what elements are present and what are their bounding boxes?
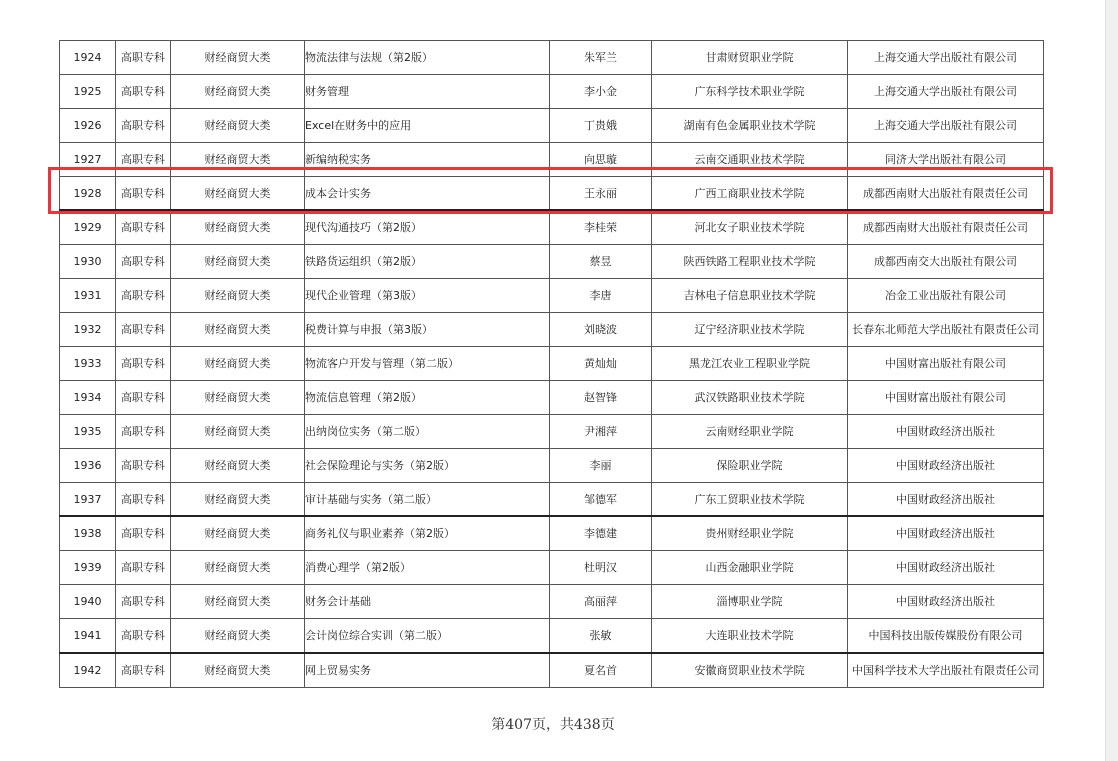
- publisher-name: 同济大学出版社有限公司: [848, 142, 1044, 176]
- author-name: 张敏: [550, 619, 652, 653]
- publisher-name: 中国科学技术大学出版社有限责任公司: [848, 653, 1044, 687]
- book-title: 会计岗位综合实训（第二版）: [305, 619, 550, 653]
- school-name: 辽宁经济职业技术学院: [652, 313, 848, 347]
- book-title: 网上贸易实务: [305, 653, 550, 687]
- publisher-name: 成都西南交大出版社有限公司: [848, 245, 1044, 279]
- row-number: 1933: [60, 347, 116, 381]
- school-name: 淄博职业学院: [652, 585, 848, 619]
- page-footer: 第407页，共438页: [491, 717, 615, 733]
- table-row: [60, 313, 1044, 347]
- subject-category: 财经商贸大类: [171, 210, 305, 244]
- book-title: 财务会计基础: [305, 585, 550, 619]
- page-edge: [1105, 0, 1118, 761]
- publisher-name: 上海交通大学出版社有限公司: [848, 41, 1044, 75]
- subject-category: 财经商贸大类: [171, 448, 305, 482]
- education-level: 高职专科: [116, 380, 171, 414]
- book-title: 现代企业管理（第3版）: [305, 279, 550, 313]
- author-name: 蔡昱: [550, 245, 652, 279]
- school-name: 大连职业技术学院: [652, 619, 848, 653]
- education-level: 高职专科: [116, 585, 171, 619]
- subject-category: 财经商贸大类: [171, 380, 305, 414]
- publisher-name: 中国财富出版社有限公司: [848, 380, 1044, 414]
- education-level: 高职专科: [116, 619, 171, 653]
- author-name: 黄灿灿: [550, 347, 652, 381]
- book-title: 审计基础与实务（第二版）: [305, 482, 550, 516]
- author-name: 王永丽: [550, 176, 652, 210]
- author-name: 李丽: [550, 448, 652, 482]
- row-number: 1924: [60, 41, 116, 75]
- publisher-name: 成都西南财大出版社有限责任公司: [848, 210, 1044, 244]
- education-level: 高职专科: [116, 245, 171, 279]
- book-title: 消费心理学（第2版）: [305, 551, 550, 585]
- row-number: 1928: [60, 176, 116, 210]
- publisher-name: 中国财政经济出版社: [848, 585, 1044, 619]
- education-level: 高职专科: [116, 516, 171, 550]
- subject-category: 财经商贸大类: [171, 482, 305, 516]
- author-name: 李桂荣: [550, 210, 652, 244]
- school-name: 贵州财经职业学院: [652, 516, 848, 550]
- author-name: 向思璇: [550, 142, 652, 176]
- publisher-name: 中国财政经济出版社: [848, 516, 1044, 550]
- author-name: 刘晓波: [550, 313, 652, 347]
- author-name: 杜明汉: [550, 551, 652, 585]
- publisher-name: 成都西南财大出版社有限责任公司: [848, 176, 1044, 210]
- row-number: 1942: [60, 653, 116, 687]
- education-level: 高职专科: [116, 448, 171, 482]
- row-number: 1939: [60, 551, 116, 585]
- education-level: 高职专科: [116, 142, 171, 176]
- school-name: 广东科学技术职业学院: [652, 74, 848, 108]
- education-level: 高职专科: [116, 414, 171, 448]
- author-name: 李小金: [550, 74, 652, 108]
- education-level: 高职专科: [116, 279, 171, 313]
- education-level: 高职专科: [116, 108, 171, 142]
- publisher-name: 中国财政经济出版社: [848, 448, 1044, 482]
- author-name: 尹湘萍: [550, 414, 652, 448]
- school-name: 黑龙江农业工程职业学院: [652, 347, 848, 381]
- table-row: [60, 482, 1044, 516]
- table-row: [60, 41, 1044, 75]
- row-number: 1926: [60, 108, 116, 142]
- author-name: 邹德军: [550, 482, 652, 516]
- row-number: 1932: [60, 313, 116, 347]
- school-name: 吉林电子信息职业技术学院: [652, 279, 848, 313]
- school-name: 甘肃财贸职业学院: [652, 41, 848, 75]
- book-title: 成本会计实务: [305, 176, 550, 210]
- subject-category: 财经商贸大类: [171, 516, 305, 550]
- textbook-table: [59, 40, 1044, 688]
- school-name: 云南交通职业技术学院: [652, 142, 848, 176]
- publisher-name: 中国财政经济出版社: [848, 482, 1044, 516]
- row-number: 1936: [60, 448, 116, 482]
- publisher-name: 中国财政经济出版社: [848, 551, 1044, 585]
- author-name: 朱军兰: [550, 41, 652, 75]
- row-number: 1938: [60, 516, 116, 550]
- table-row: [60, 108, 1044, 142]
- book-title: 现代沟通技巧（第2版）: [305, 210, 550, 244]
- subject-category: 财经商贸大类: [171, 108, 305, 142]
- school-name: 武汉铁路职业技术学院: [652, 380, 848, 414]
- school-name: 云南财经职业学院: [652, 414, 848, 448]
- school-name: 湖南有色金属职业技术学院: [652, 108, 848, 142]
- book-title: 物流法律与法规（第2版）: [305, 41, 550, 75]
- table-row: [60, 380, 1044, 414]
- subject-category: 财经商贸大类: [171, 142, 305, 176]
- row-number: 1934: [60, 380, 116, 414]
- subject-category: 财经商贸大类: [171, 313, 305, 347]
- subject-category: 财经商贸大类: [171, 245, 305, 279]
- book-title: 新编纳税实务: [305, 142, 550, 176]
- subject-category: 财经商贸大类: [171, 619, 305, 653]
- publisher-name: 长春东北师范大学出版社有限责任公司: [848, 313, 1044, 347]
- table-row: [60, 448, 1044, 482]
- row-number: 1931: [60, 279, 116, 313]
- education-level: 高职专科: [116, 551, 171, 585]
- author-name: 李唐: [550, 279, 652, 313]
- row-number: 1927: [60, 142, 116, 176]
- table-row: [60, 74, 1044, 108]
- subject-category: 财经商贸大类: [171, 551, 305, 585]
- school-name: 陕西铁路工程职业技术学院: [652, 245, 848, 279]
- book-title: 物流客户开发与管理（第二版）: [305, 347, 550, 381]
- row-number: 1937: [60, 482, 116, 516]
- row-number: 1930: [60, 245, 116, 279]
- book-title: 财务管理: [305, 74, 550, 108]
- book-title: 物流信息管理（第2版）: [305, 380, 550, 414]
- table-row: [60, 585, 1044, 619]
- row-number: 1925: [60, 74, 116, 108]
- school-name: 广东工贸职业技术学院: [652, 482, 848, 516]
- subject-category: 财经商贸大类: [171, 279, 305, 313]
- author-name: 高丽萍: [550, 585, 652, 619]
- table-row: [60, 142, 1044, 176]
- education-level: 高职专科: [116, 41, 171, 75]
- row-number: 1929: [60, 210, 116, 244]
- school-name: 山西金融职业学院: [652, 551, 848, 585]
- subject-category: 财经商贸大类: [171, 347, 305, 381]
- subject-category: 财经商贸大类: [171, 41, 305, 75]
- book-title: 社会保险理论与实务（第2版）: [305, 448, 550, 482]
- school-name: 广西工商职业技术学院: [652, 176, 848, 210]
- table-row: [60, 551, 1044, 585]
- table-row: [60, 653, 1044, 687]
- row-number: 1941: [60, 619, 116, 653]
- publisher-name: 中国财富出版社有限公司: [848, 347, 1044, 381]
- row-number: 1940: [60, 585, 116, 619]
- publisher-name: 中国科技出版传媒股份有限公司: [848, 619, 1044, 653]
- author-name: 赵智锋: [550, 380, 652, 414]
- author-name: 丁贵娥: [550, 108, 652, 142]
- table-row: [60, 210, 1044, 244]
- book-title: 税费计算与申报（第3版）: [305, 313, 550, 347]
- subject-category: 财经商贸大类: [171, 74, 305, 108]
- book-title: 出纳岗位实务（第二版）: [305, 414, 550, 448]
- table-row: [60, 245, 1044, 279]
- education-level: 高职专科: [116, 347, 171, 381]
- publisher-name: 冶金工业出版社有限公司: [848, 279, 1044, 313]
- row-number: 1935: [60, 414, 116, 448]
- education-level: 高职专科: [116, 313, 171, 347]
- author-name: 夏名首: [550, 653, 652, 687]
- school-name: 安徽商贸职业技术学院: [652, 653, 848, 687]
- table-row: [60, 414, 1044, 448]
- table-row: [60, 347, 1044, 381]
- subject-category: 财经商贸大类: [171, 176, 305, 210]
- education-level: 高职专科: [116, 74, 171, 108]
- subject-category: 财经商贸大类: [171, 414, 305, 448]
- table-row: [60, 619, 1044, 653]
- publisher-name: 上海交通大学出版社有限公司: [848, 74, 1044, 108]
- book-title: Excel在财务中的应用: [305, 108, 550, 142]
- subject-category: 财经商贸大类: [171, 585, 305, 619]
- book-title: 铁路货运组织（第2版）: [305, 245, 550, 279]
- author-name: 李德建: [550, 516, 652, 550]
- table-row: [60, 279, 1044, 313]
- school-name: 保险职业学院: [652, 448, 848, 482]
- education-level: 高职专科: [116, 653, 171, 687]
- publisher-name: 中国财政经济出版社: [848, 414, 1044, 448]
- table-row: [60, 176, 1044, 210]
- education-level: 高职专科: [116, 210, 171, 244]
- publisher-name: 上海交通大学出版社有限公司: [848, 108, 1044, 142]
- education-level: 高职专科: [116, 482, 171, 516]
- table-row: [60, 516, 1044, 550]
- school-name: 河北女子职业技术学院: [652, 210, 848, 244]
- book-title: 商务礼仪与职业素养（第2版）: [305, 516, 550, 550]
- subject-category: 财经商贸大类: [171, 653, 305, 687]
- education-level: 高职专科: [116, 176, 171, 210]
